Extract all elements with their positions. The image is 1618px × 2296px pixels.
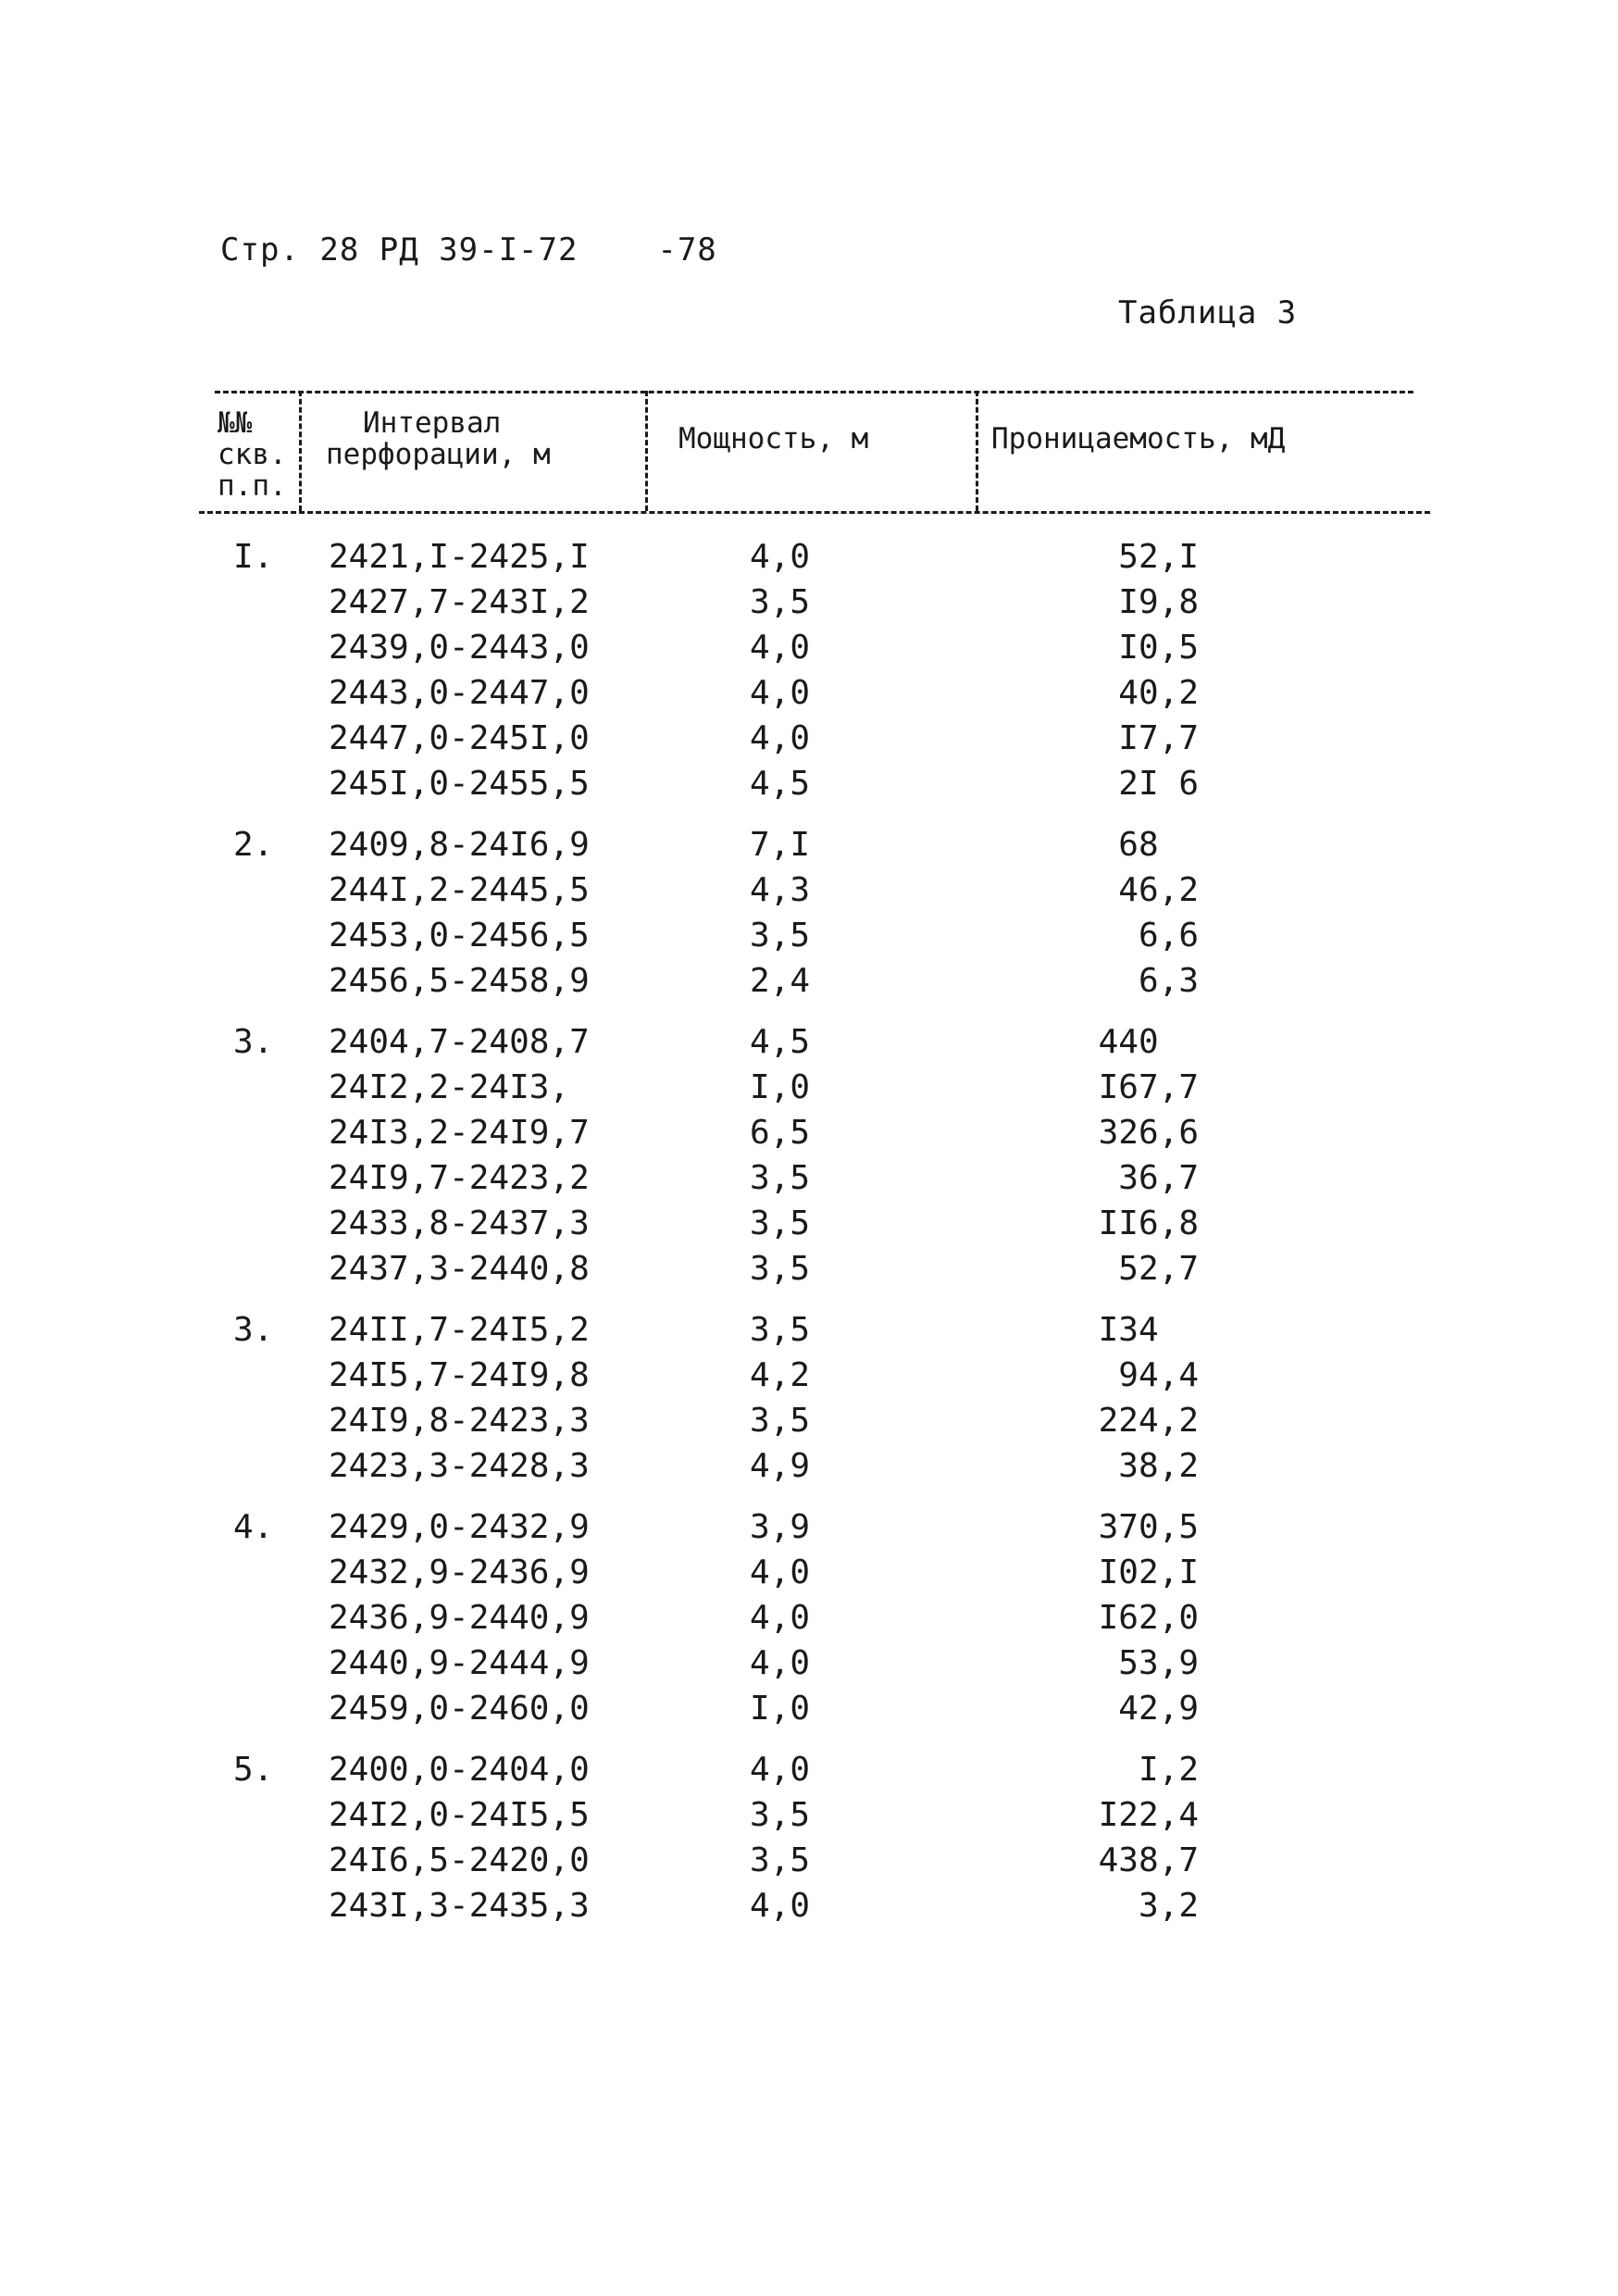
column-divider-2 — [645, 391, 648, 511]
thickness-value: 3,5 — [749, 917, 810, 955]
thickness-value: 7,I — [749, 826, 810, 864]
perforation-interval: 2459,0-2460,0 — [329, 1690, 590, 1728]
permeability-value: 52,I — [1118, 538, 1199, 576]
thickness-value: 3,9 — [749, 1508, 810, 1546]
perforation-interval: 2433,8-2437,3 — [329, 1204, 590, 1242]
thickness-value: 4,0 — [749, 674, 810, 712]
perforation-interval: 24I2,2-24I3, — [329, 1068, 570, 1106]
permeability-value: II6,8 — [1098, 1204, 1199, 1242]
thickness-value: 3,5 — [749, 1250, 810, 1288]
permeability-value: I9,8 — [1118, 583, 1199, 621]
thickness-value: 4,5 — [749, 1023, 810, 1061]
table-top-rule — [215, 391, 1413, 393]
perforation-interval: 2427,7-243I,2 — [329, 583, 590, 621]
perforation-interval: 2437,3-2440,8 — [329, 1250, 590, 1288]
thickness-value: 3,5 — [749, 1796, 810, 1834]
perforation-interval: 2400,0-2404,0 — [329, 1751, 590, 1789]
perforation-interval: 2439,0-2443,0 — [329, 629, 590, 667]
thickness-value: I,0 — [749, 1690, 810, 1728]
thickness-value: I,0 — [749, 1068, 810, 1106]
table-header-bottom-rule — [199, 511, 1430, 514]
thickness-value: 4,0 — [749, 1751, 810, 1789]
permeability-value: 40,2 — [1118, 674, 1199, 712]
permeability-value: I62,0 — [1098, 1599, 1199, 1637]
perforation-interval: 2421,I-2425,I — [329, 538, 590, 576]
column-header-permeability: Проницаемость, мД — [991, 422, 1286, 455]
thickness-value: 3,5 — [749, 583, 810, 621]
perforation-interval: 24II,7-24I5,2 — [329, 1311, 590, 1349]
permeability-value: I22,4 — [1098, 1796, 1199, 1834]
permeability-value: 53,9 — [1118, 1644, 1199, 1682]
thickness-value: 4,3 — [749, 871, 810, 909]
thickness-value: 4,2 — [749, 1356, 810, 1394]
perforation-interval: 243I,3-2435,3 — [329, 1887, 590, 1925]
perforation-interval: 2440,9-2444,9 — [329, 1644, 590, 1682]
perforation-interval: 2447,0-245I,0 — [329, 719, 590, 757]
permeability-value: 68 — [1118, 826, 1199, 864]
thickness-value: 4,0 — [749, 719, 810, 757]
thickness-value: 4,0 — [749, 1599, 810, 1637]
column-header-interval: Интервал перфорации, м — [326, 406, 551, 471]
perforation-interval: 24I9,7-2423,2 — [329, 1159, 590, 1197]
perforation-interval: 24I9,8-2423,3 — [329, 1402, 590, 1440]
thickness-value: 4,0 — [749, 1887, 810, 1925]
permeability-value: 2I 6 — [1118, 765, 1199, 803]
thickness-value: 4,0 — [749, 1554, 810, 1591]
column-header-thickness: Мощность, м — [678, 422, 869, 455]
perforation-interval: 2429,0-2432,9 — [329, 1508, 590, 1546]
perforation-interval: 2409,8-24I6,9 — [329, 826, 590, 864]
well-number: 4. — [233, 1508, 274, 1546]
perforation-interval: 2456,5-2458,9 — [329, 962, 590, 1000]
perforation-interval: 2423,3-2428,3 — [329, 1447, 590, 1485]
well-number: 5. — [233, 1751, 274, 1789]
permeability-value: I7,7 — [1118, 719, 1199, 757]
permeability-value: I67,7 — [1098, 1068, 1199, 1106]
perforation-interval: 24I3,2-24I9,7 — [329, 1114, 590, 1152]
page-header — [220, 231, 717, 268]
perforation-interval: 2453,0-2456,5 — [329, 917, 590, 955]
perforation-interval: 24I2,0-24I5,5 — [329, 1796, 590, 1834]
permeability-value: 42,9 — [1118, 1690, 1199, 1728]
perforation-interval: 245I,0-2455,5 — [329, 765, 590, 803]
permeability-value: I02,I — [1098, 1554, 1199, 1591]
permeability-value: 52,7 — [1118, 1250, 1199, 1288]
perforation-interval: 2436,9-2440,9 — [329, 1599, 590, 1637]
table-caption: Таблица 3 — [1118, 294, 1298, 331]
page-number: -78 — [657, 231, 717, 268]
perforation-interval: 24I5,7-24I9,8 — [329, 1356, 590, 1394]
well-number: 3. — [233, 1311, 274, 1349]
permeability-value: 46,2 — [1118, 871, 1199, 909]
page-reference: Стр. 28 РД 39-I-72 — [220, 231, 579, 268]
column-divider-1 — [299, 391, 302, 511]
column-divider-3 — [976, 391, 978, 511]
well-number: 3. — [233, 1023, 274, 1061]
thickness-value: 3,5 — [749, 1841, 810, 1879]
perforation-interval: 2432,9-2436,9 — [329, 1554, 590, 1591]
permeability-value: I0,5 — [1118, 629, 1199, 667]
permeability-value: 38,2 — [1118, 1447, 1199, 1485]
thickness-value: 6,5 — [749, 1114, 810, 1152]
permeability-value: 6,6 — [1138, 917, 1199, 955]
well-number: I. — [233, 538, 274, 576]
thickness-value: 3,5 — [749, 1159, 810, 1197]
permeability-value: 438,7 — [1098, 1841, 1199, 1879]
permeability-value: 224,2 — [1098, 1402, 1199, 1440]
perforation-interval: 244I,2-2445,5 — [329, 871, 590, 909]
permeability-value: 3,2 — [1138, 1887, 1199, 1925]
column-header-well: №№ скв. п.п. — [218, 406, 287, 503]
thickness-value: 3,5 — [749, 1311, 810, 1349]
thickness-value: 4,9 — [749, 1447, 810, 1485]
permeability-value: 6,3 — [1138, 962, 1199, 1000]
thickness-value: 2,4 — [749, 962, 810, 1000]
perforation-interval: 2404,7-2408,7 — [329, 1023, 590, 1061]
perforation-interval: 2443,0-2447,0 — [329, 674, 590, 712]
thickness-value: 4,0 — [749, 538, 810, 576]
thickness-value: 4,0 — [749, 1644, 810, 1682]
permeability-value: 326,6 — [1098, 1114, 1199, 1152]
thickness-value: 4,5 — [749, 765, 810, 803]
permeability-value: I,2 — [1138, 1751, 1199, 1789]
thickness-value: 3,5 — [749, 1204, 810, 1242]
permeability-value: 94,4 — [1118, 1356, 1199, 1394]
permeability-value: 370,5 — [1098, 1508, 1199, 1546]
thickness-value: 4,0 — [749, 629, 810, 667]
well-number: 2. — [233, 826, 274, 864]
perforation-interval: 24I6,5-2420,0 — [329, 1841, 590, 1879]
thickness-value: 3,5 — [749, 1402, 810, 1440]
permeability-value: 440 — [1098, 1023, 1199, 1061]
permeability-value: I34 — [1098, 1311, 1199, 1349]
permeability-value: 36,7 — [1118, 1159, 1199, 1197]
